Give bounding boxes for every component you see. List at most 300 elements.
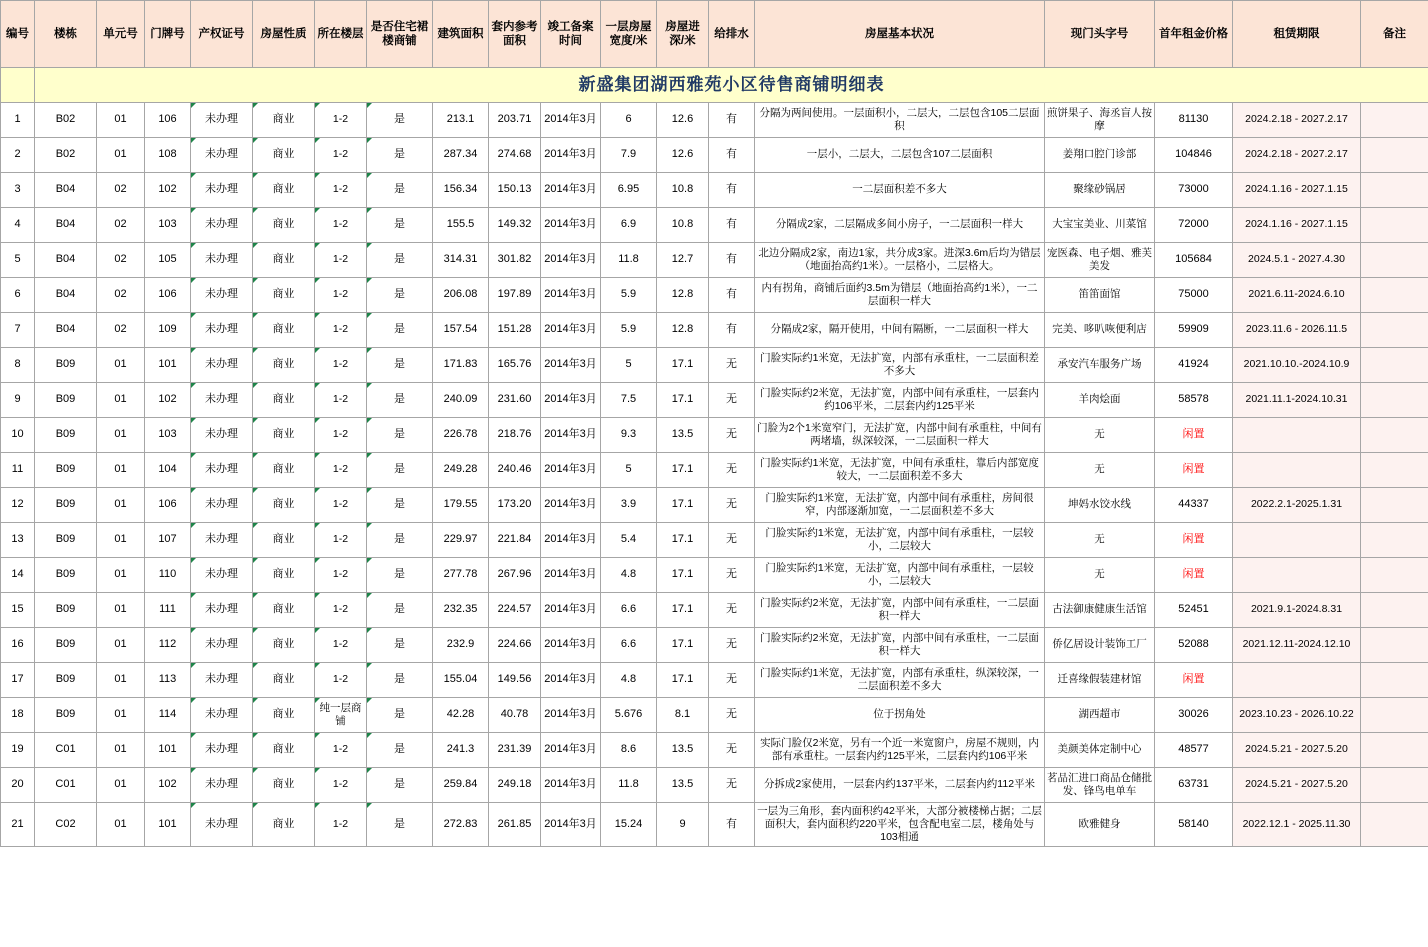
cell-podium[interactable]: 是 [367,733,433,768]
cell-water[interactable]: 无 [709,593,755,628]
cell-unit[interactable]: 01 [97,138,145,173]
cell-no[interactable]: 21 [1,803,35,847]
cell-completion[interactable]: 2014年3月 [541,383,601,418]
cell-no[interactable]: 11 [1,453,35,488]
cell-nature[interactable]: 商业 [253,663,315,698]
cell-building[interactable]: B02 [35,103,97,138]
cell-note[interactable] [1361,383,1428,418]
cell-rent[interactable]: 48577 [1155,733,1233,768]
cell-inner-area[interactable]: 231.60 [489,383,541,418]
cell-note[interactable] [1361,593,1428,628]
cell-podium[interactable]: 是 [367,558,433,593]
cell-note[interactable] [1361,803,1428,847]
cell-status[interactable]: 门脸实际约1米宽，无法扩宽，中间有承重柱，靠后内部宽度较大，一二层面积差不多大 [755,453,1045,488]
cell-water[interactable]: 无 [709,733,755,768]
cell-water[interactable]: 有 [709,803,755,847]
cell-unit[interactable]: 01 [97,698,145,733]
cell-lease[interactable]: 2021.11.1-2024.10.31 [1233,383,1361,418]
cell-completion[interactable]: 2014年3月 [541,418,601,453]
cell-cert[interactable]: 未办理 [191,418,253,453]
cell-floor[interactable]: 1-2 [315,138,367,173]
cell-width[interactable]: 11.8 [601,243,657,278]
table-row[interactable] [1,208,1428,243]
cell-no[interactable]: 15 [1,593,35,628]
cell-note[interactable] [1361,768,1428,803]
cell-inner-area[interactable]: 224.66 [489,628,541,663]
cell-shop[interactable]: 湖西超市 [1045,698,1155,733]
cell-unit[interactable]: 01 [97,103,145,138]
cell-lease[interactable]: 2024.2.18 - 2027.2.17 [1233,103,1361,138]
cell-water[interactable]: 有 [709,243,755,278]
cell-lease[interactable]: 2024.5.21 - 2027.5.20 [1233,733,1361,768]
cell-note[interactable] [1361,663,1428,698]
cell-shop[interactable]: 迁喜缘假装建材馆 [1045,663,1155,698]
cell-no[interactable]: 16 [1,628,35,663]
cell-no[interactable]: 9 [1,383,35,418]
cell-rent[interactable]: 58578 [1155,383,1233,418]
cell-no[interactable]: 12 [1,488,35,523]
cell-door[interactable]: 106 [145,278,191,313]
cell-nature[interactable]: 商业 [253,138,315,173]
table-row[interactable] [1,523,1428,558]
cell-lease[interactable]: 2023.11.6 - 2026.11.5 [1233,313,1361,348]
cell-inner-area[interactable]: 221.84 [489,523,541,558]
cell-completion[interactable]: 2014年3月 [541,558,601,593]
cell-width[interactable]: 5 [601,453,657,488]
cell-water[interactable]: 有 [709,208,755,243]
cell-completion[interactable]: 2014年3月 [541,768,601,803]
cell-floor[interactable]: 1-2 [315,278,367,313]
cell-podium[interactable]: 是 [367,698,433,733]
cell-shop[interactable]: 无 [1045,418,1155,453]
cell-water[interactable]: 有 [709,313,755,348]
cell-floor[interactable]: 1-2 [315,243,367,278]
cell-lease[interactable] [1233,418,1361,453]
cell-cert[interactable]: 未办理 [191,278,253,313]
cell-build-area[interactable]: 155.04 [433,663,489,698]
cell-note[interactable] [1361,278,1428,313]
cell-nature[interactable]: 商业 [253,103,315,138]
cell-building[interactable]: B04 [35,278,97,313]
cell-inner-area[interactable]: 149.56 [489,663,541,698]
cell-build-area[interactable]: 287.34 [433,138,489,173]
cell-note[interactable] [1361,418,1428,453]
cell-unit[interactable]: 01 [97,418,145,453]
cell-door[interactable]: 104 [145,453,191,488]
cell-podium[interactable]: 是 [367,383,433,418]
table-row[interactable] [1,803,1428,847]
cell-inner-area[interactable]: 218.76 [489,418,541,453]
cell-no[interactable]: 6 [1,278,35,313]
cell-completion[interactable]: 2014年3月 [541,103,601,138]
cell-inner-area[interactable]: 261.85 [489,803,541,847]
cell-podium[interactable]: 是 [367,138,433,173]
cell-status[interactable]: 位于拐角处 [755,698,1045,733]
cell-rent[interactable]: 75000 [1155,278,1233,313]
cell-unit[interactable]: 02 [97,278,145,313]
col-header-note[interactable]: 备注 [1361,1,1428,68]
cell-rent[interactable]: 59909 [1155,313,1233,348]
cell-build-area[interactable]: 226.78 [433,418,489,453]
cell-inner-area[interactable]: 173.20 [489,488,541,523]
cell-build-area[interactable]: 314.31 [433,243,489,278]
cell-status[interactable]: 一层为三角形，套内面积约42平米，大部分被楼梯占据；二层面积大，套内面积约220平米，包含配电室二层，楼角处与103相通 [755,803,1045,847]
cell-shop[interactable]: 完美、哆叭咴便利店 [1045,313,1155,348]
cell-unit[interactable]: 02 [97,208,145,243]
table-row[interactable] [1,278,1428,313]
cell-completion[interactable]: 2014年3月 [541,663,601,698]
cell-door[interactable]: 105 [145,243,191,278]
cell-completion[interactable]: 2014年3月 [541,453,601,488]
cell-inner-area[interactable]: 165.76 [489,348,541,383]
cell-cert[interactable]: 未办理 [191,383,253,418]
cell-nature[interactable]: 商业 [253,628,315,663]
cell-floor[interactable]: 1-2 [315,768,367,803]
cell-shop[interactable]: 承安汽车服务广场 [1045,348,1155,383]
table-row[interactable] [1,418,1428,453]
cell-floor[interactable]: 1-2 [315,348,367,383]
cell-shop[interactable]: 美颜美体定制中心 [1045,733,1155,768]
cell-nature[interactable]: 商业 [253,243,315,278]
cell-unit[interactable]: 01 [97,663,145,698]
cell-building[interactable]: B04 [35,313,97,348]
cell-width[interactable]: 11.8 [601,768,657,803]
cell-building[interactable]: B09 [35,523,97,558]
cell-inner-area[interactable]: 240.46 [489,453,541,488]
cell-depth[interactable]: 17.1 [657,628,709,663]
cell-build-area[interactable]: 42.28 [433,698,489,733]
cell-podium[interactable]: 是 [367,278,433,313]
cell-nature[interactable]: 商业 [253,523,315,558]
cell-cert[interactable]: 未办理 [191,733,253,768]
cell-building[interactable]: B09 [35,628,97,663]
cell-depth[interactable]: 17.1 [657,488,709,523]
cell-floor[interactable]: 1-2 [315,803,367,847]
col-header-unit[interactable]: 单元号 [97,1,145,68]
cell-build-area[interactable]: 259.84 [433,768,489,803]
cell-lease[interactable]: 2021.12.11-2024.12.10 [1233,628,1361,663]
cell-status[interactable]: 门脸实际约2米宽，无法扩宽，内部中间有承重柱，一二层面积一样大 [755,628,1045,663]
table-row[interactable] [1,103,1428,138]
cell-floor[interactable]: 1-2 [315,313,367,348]
cell-unit[interactable]: 01 [97,523,145,558]
col-header-depth[interactable]: 房屋进深/米 [657,1,709,68]
cell-build-area[interactable]: 240.09 [433,383,489,418]
col-header-podium[interactable]: 是否住宅裙楼商铺 [367,1,433,68]
cell-completion[interactable]: 2014年3月 [541,313,601,348]
cell-note[interactable] [1361,488,1428,523]
cell-cert[interactable]: 未办理 [191,103,253,138]
cell-width[interactable]: 6.9 [601,208,657,243]
table-row[interactable] [1,313,1428,348]
cell-status[interactable]: 一二层面积差不多大 [755,173,1045,208]
cell-door[interactable]: 101 [145,348,191,383]
cell-inner-area[interactable]: 151.28 [489,313,541,348]
cell-water[interactable]: 有 [709,173,755,208]
cell-inner-area[interactable]: 231.39 [489,733,541,768]
cell-door[interactable]: 114 [145,698,191,733]
cell-cert[interactable]: 未办理 [191,803,253,847]
cell-status[interactable]: 门脸为2个1米宽窄门，无法扩宽，内部中间有承重柱，中间有两堵墙，纵深较深，一二层面积一样大 [755,418,1045,453]
cell-lease[interactable] [1233,558,1361,593]
cell-unit[interactable]: 02 [97,173,145,208]
cell-door[interactable]: 113 [145,663,191,698]
col-header-nature[interactable]: 房屋性质 [253,1,315,68]
cell-water[interactable]: 无 [709,453,755,488]
cell-build-area[interactable]: 241.3 [433,733,489,768]
cell-note[interactable] [1361,453,1428,488]
cell-no[interactable]: 13 [1,523,35,558]
cell-build-area[interactable]: 229.97 [433,523,489,558]
table-row[interactable] [1,593,1428,628]
col-header-rent[interactable]: 首年租金价格 [1155,1,1233,68]
cell-podium[interactable]: 是 [367,208,433,243]
cell-floor[interactable]: 1-2 [315,628,367,663]
cell-rent[interactable]: 73000 [1155,173,1233,208]
cell-cert[interactable]: 未办理 [191,138,253,173]
cell-build-area[interactable]: 232.35 [433,593,489,628]
cell-unit[interactable]: 01 [97,453,145,488]
col-header-floor[interactable]: 所在楼层 [315,1,367,68]
cell-lease[interactable]: 2024.1.16 - 2027.1.15 [1233,173,1361,208]
cell-rent[interactable]: 41924 [1155,348,1233,383]
cell-build-area[interactable]: 171.83 [433,348,489,383]
table-row[interactable] [1,558,1428,593]
cell-no[interactable]: 19 [1,733,35,768]
cell-rent[interactable]: 63731 [1155,768,1233,803]
cell-inner-area[interactable]: 274.68 [489,138,541,173]
cell-note[interactable] [1361,628,1428,663]
cell-shop[interactable]: 大宝宝美业、川菜馆 [1045,208,1155,243]
cell-floor[interactable]: 1-2 [315,383,367,418]
cell-floor[interactable]: 1-2 [315,523,367,558]
cell-floor[interactable]: 1-2 [315,173,367,208]
cell-depth[interactable]: 13.5 [657,733,709,768]
cell-nature[interactable]: 商业 [253,803,315,847]
cell-width[interactable]: 5.9 [601,278,657,313]
cell-water[interactable]: 有 [709,278,755,313]
cell-completion[interactable]: 2014年3月 [541,593,601,628]
cell-unit[interactable]: 01 [97,628,145,663]
cell-building[interactable]: B09 [35,593,97,628]
cell-rent[interactable]: 104846 [1155,138,1233,173]
cell-completion[interactable]: 2014年3月 [541,698,601,733]
cell-width[interactable]: 5 [601,348,657,383]
cell-status[interactable]: 门脸实际约1米宽，无法扩宽，内部中间有承重柱，一层较小，二层较大 [755,523,1045,558]
cell-water[interactable]: 无 [709,418,755,453]
cell-cert[interactable]: 未办理 [191,698,253,733]
cell-note[interactable] [1361,103,1428,138]
cell-rent[interactable]: 58140 [1155,803,1233,847]
cell-door[interactable]: 101 [145,733,191,768]
cell-status[interactable]: 门脸实际约1米宽，无法扩宽，内部中间有承重柱，房间很窄，内部逐渐加宽，一二层面积差不多大 [755,488,1045,523]
cell-width[interactable]: 4.8 [601,663,657,698]
cell-depth[interactable]: 17.1 [657,558,709,593]
cell-podium[interactable]: 是 [367,663,433,698]
cell-cert[interactable]: 未办理 [191,593,253,628]
cell-build-area[interactable]: 277.78 [433,558,489,593]
cell-build-area[interactable]: 272.83 [433,803,489,847]
col-header-water[interactable]: 给排水 [709,1,755,68]
cell-podium[interactable]: 是 [367,628,433,663]
cell-rent[interactable]: 30026 [1155,698,1233,733]
cell-depth[interactable]: 10.8 [657,208,709,243]
cell-podium[interactable]: 是 [367,173,433,208]
cell-depth[interactable]: 17.1 [657,383,709,418]
cell-depth[interactable]: 9 [657,803,709,847]
cell-cert[interactable]: 未办理 [191,488,253,523]
cell-podium[interactable]: 是 [367,313,433,348]
cell-build-area[interactable]: 179.55 [433,488,489,523]
cell-podium[interactable]: 是 [367,803,433,847]
cell-door[interactable]: 106 [145,488,191,523]
cell-width[interactable]: 3.9 [601,488,657,523]
cell-completion[interactable]: 2014年3月 [541,523,601,558]
cell-completion[interactable]: 2014年3月 [541,733,601,768]
cell-width[interactable]: 7.9 [601,138,657,173]
cell-build-area[interactable]: 156.34 [433,173,489,208]
cell-inner-area[interactable]: 249.18 [489,768,541,803]
cell-building[interactable]: B02 [35,138,97,173]
cell-rent[interactable]: 44337 [1155,488,1233,523]
cell-cert[interactable]: 未办理 [191,663,253,698]
cell-door[interactable]: 108 [145,138,191,173]
cell-shop[interactable]: 聚缘砂锅居 [1045,173,1155,208]
table-row[interactable] [1,173,1428,208]
cell-nature[interactable]: 商业 [253,488,315,523]
cell-door[interactable]: 102 [145,383,191,418]
cell-building[interactable]: C01 [35,733,97,768]
cell-floor[interactable]: 1-2 [315,453,367,488]
cell-floor[interactable]: 1-2 [315,593,367,628]
table-row[interactable] [1,733,1428,768]
cell-cert[interactable]: 未办理 [191,523,253,558]
cell-nature[interactable]: 商业 [253,313,315,348]
cell-depth[interactable]: 13.5 [657,418,709,453]
cell-no[interactable]: 3 [1,173,35,208]
col-header-completion[interactable]: 竣工备案时间 [541,1,601,68]
cell-water[interactable]: 无 [709,663,755,698]
cell-no[interactable]: 20 [1,768,35,803]
cell-note[interactable] [1361,523,1428,558]
cell-lease[interactable]: 2021.9.1-2024.8.31 [1233,593,1361,628]
cell-floor[interactable]: 1-2 [315,418,367,453]
cell-door[interactable]: 102 [145,173,191,208]
cell-building[interactable]: B09 [35,383,97,418]
table-row[interactable] [1,383,1428,418]
cell-unit[interactable]: 02 [97,243,145,278]
cell-depth[interactable]: 12.8 [657,278,709,313]
cell-width[interactable]: 7.5 [601,383,657,418]
cell-shop[interactable]: 无 [1045,453,1155,488]
cell-floor[interactable]: 1-2 [315,663,367,698]
cell-water[interactable]: 无 [709,348,755,383]
cell-water[interactable]: 无 [709,383,755,418]
cell-completion[interactable]: 2014年3月 [541,173,601,208]
cell-podium[interactable]: 是 [367,348,433,383]
cell-lease[interactable]: 2022.2.1-2025.1.31 [1233,488,1361,523]
col-header-cert[interactable]: 产权证号 [191,1,253,68]
cell-building[interactable]: B09 [35,418,97,453]
cell-status[interactable]: 分拆成2家使用，一层套内约137平米，二层套内约112平米 [755,768,1045,803]
cell-floor[interactable]: 1-2 [315,488,367,523]
cell-note[interactable] [1361,208,1428,243]
cell-status[interactable]: 内有拐角，商铺后面约3.5m为错层（地面抬高约1米），一二层面积一样大 [755,278,1045,313]
col-header-inner-area[interactable]: 套内参考面积 [489,1,541,68]
cell-door[interactable]: 111 [145,593,191,628]
cell-building[interactable]: C01 [35,768,97,803]
cell-nature[interactable]: 商业 [253,768,315,803]
cell-depth[interactable]: 12.7 [657,243,709,278]
cell-rent[interactable] [1155,418,1233,453]
cell-shop[interactable]: 茗品汇进口商品仓储批发、锋鸟电单车 [1045,768,1155,803]
cell-note[interactable] [1361,173,1428,208]
cell-depth[interactable]: 12.6 [657,103,709,138]
table-row[interactable] [1,348,1428,383]
cell-status[interactable]: 门脸实际约1米宽，无法扩宽，内部有承重柱，一二层面积差不多大 [755,348,1045,383]
cell-inner-area[interactable]: 197.89 [489,278,541,313]
cell-completion[interactable]: 2014年3月 [541,803,601,847]
cell-building[interactable]: B09 [35,348,97,383]
cell-nature[interactable]: 商业 [253,173,315,208]
cell-building[interactable]: B04 [35,243,97,278]
cell-depth[interactable]: 17.1 [657,663,709,698]
cell-nature[interactable]: 商业 [253,418,315,453]
cell-unit[interactable]: 01 [97,348,145,383]
cell-status[interactable]: 北边分隔成2家，南边1家，共分成3家。进深3.6m后均为错层（地面抬高约1米）。一层格小，二层格大。 [755,243,1045,278]
cell-depth[interactable]: 17.1 [657,348,709,383]
cell-width[interactable]: 6.95 [601,173,657,208]
cell-build-area[interactable]: 206.08 [433,278,489,313]
cell-water[interactable]: 无 [709,558,755,593]
cell-lease[interactable] [1233,453,1361,488]
cell-no[interactable]: 17 [1,663,35,698]
cell-lease[interactable]: 2024.1.16 - 2027.1.15 [1233,208,1361,243]
cell-note[interactable] [1361,243,1428,278]
cell-depth[interactable]: 17.1 [657,453,709,488]
cell-status[interactable]: 分隔成2家，二层隔成多间小房子，一二层面积一样大 [755,208,1045,243]
cell-status[interactable]: 门脸实际约1米宽，无法扩宽，内部有承重柱，纵深较深，一二层面积差不多大 [755,663,1045,698]
cell-unit[interactable]: 01 [97,593,145,628]
cell-lease[interactable]: 2024.5.21 - 2027.5.20 [1233,768,1361,803]
table-row[interactable] [1,663,1428,698]
cell-width[interactable]: 6.6 [601,628,657,663]
cell-lease[interactable]: 2021.10.10.-2024.10.9 [1233,348,1361,383]
cell-depth[interactable]: 17.1 [657,593,709,628]
cell-build-area[interactable]: 213.1 [433,103,489,138]
cell-build-area[interactable]: 249.28 [433,453,489,488]
col-header-lease[interactable]: 租赁期限 [1233,1,1361,68]
cell-no[interactable]: 10 [1,418,35,453]
cell-water[interactable]: 无 [709,523,755,558]
cell-nature[interactable]: 商业 [253,278,315,313]
table-row[interactable] [1,488,1428,523]
cell-podium[interactable]: 是 [367,593,433,628]
cell-shop[interactable]: 姜翔口腔门诊部 [1045,138,1155,173]
cell-water[interactable]: 有 [709,138,755,173]
cell-width[interactable]: 5.676 [601,698,657,733]
table-row[interactable] [1,453,1428,488]
cell-inner-area[interactable]: 224.57 [489,593,541,628]
cell-nature[interactable]: 商业 [253,383,315,418]
cell-nature[interactable]: 商业 [253,733,315,768]
cell-shop[interactable]: 笛笛面馆 [1045,278,1155,313]
col-header-shop[interactable]: 现门头字号 [1045,1,1155,68]
cell-unit[interactable]: 01 [97,803,145,847]
cell-note[interactable] [1361,698,1428,733]
cell-status[interactable]: 门脸实际约1米宽，无法扩宽，内部中间有承重柱，一层较小，二层较大 [755,558,1045,593]
cell-door[interactable]: 103 [145,418,191,453]
